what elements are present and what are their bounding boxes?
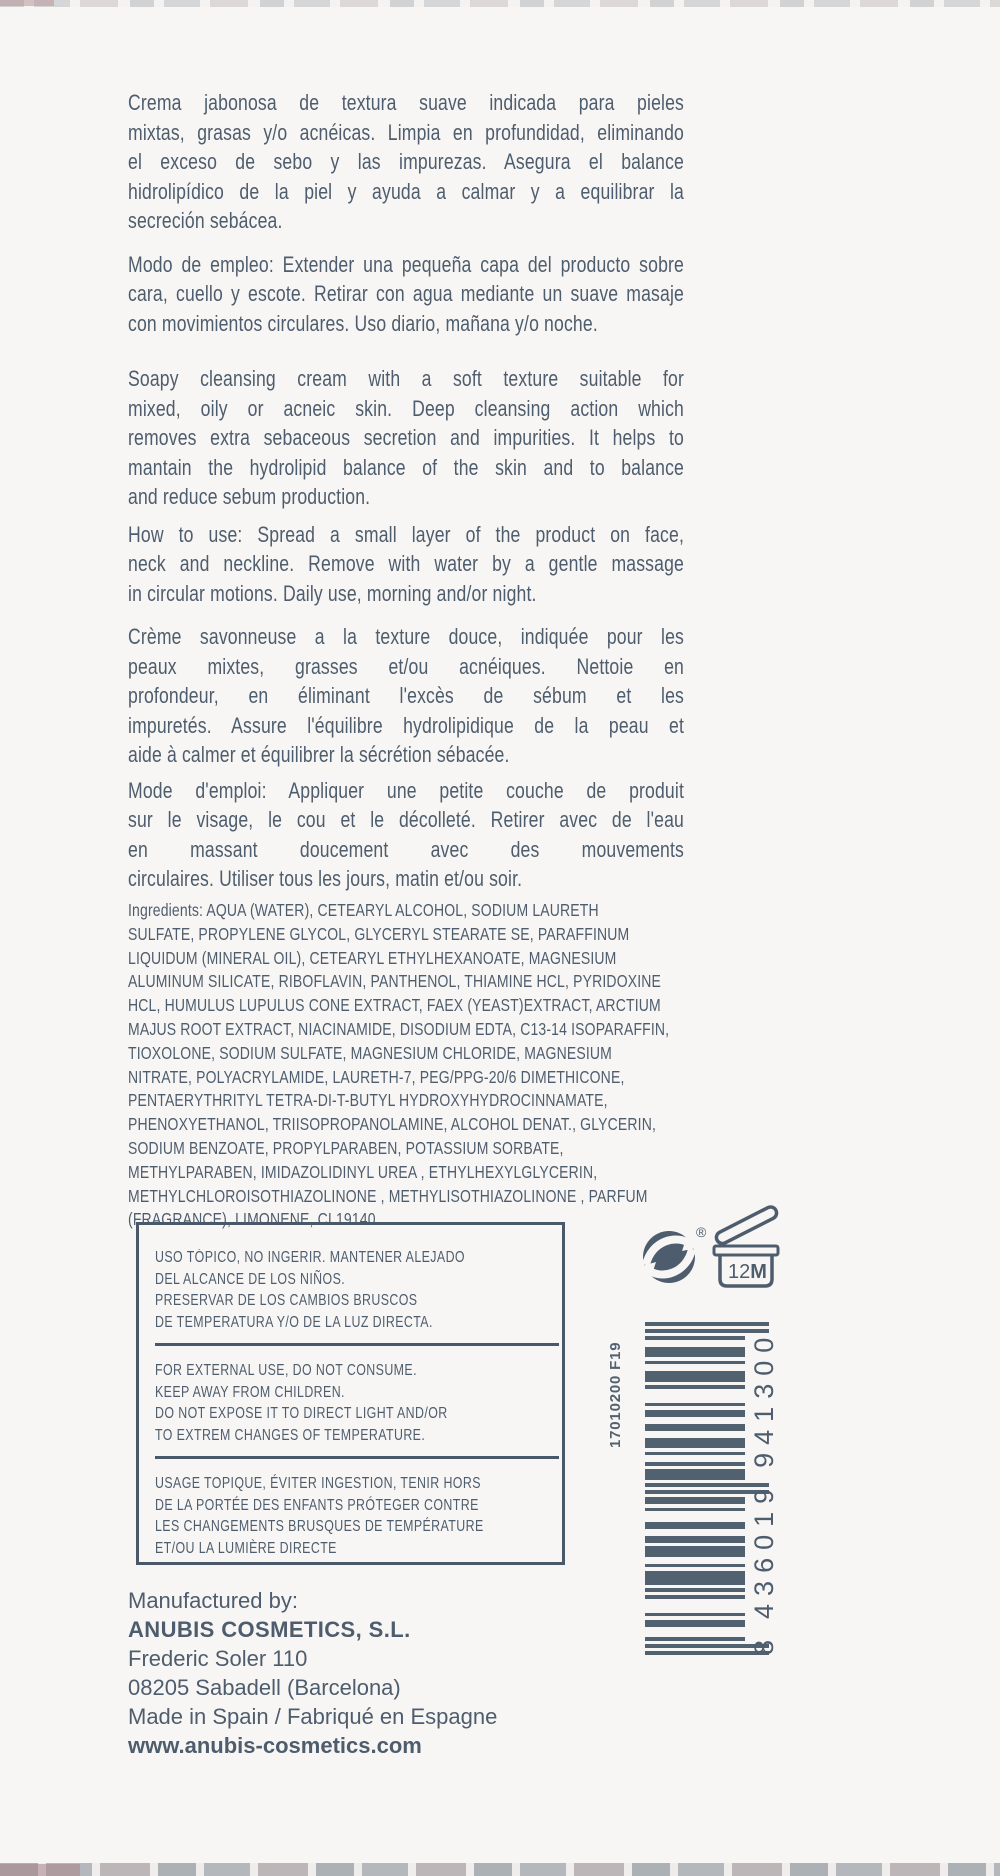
barcode-module	[645, 1631, 745, 1635]
text-line: Ingredients: AQUA (WATER), CETEARYL ALCOHOL, SODIUM LAURETH	[128, 900, 599, 920]
barcode-module	[645, 1505, 745, 1509]
text-line: hidrolipídico de la piel y ayuda a calmar y a equilibrar la	[128, 178, 684, 204]
barcode-module	[645, 1386, 745, 1390]
text-line: PHENOXYETHANOL, TRIISOPROPANOLAMINE, ALCOHOL DENAT., GLYCERIN,	[128, 1114, 657, 1135]
text-line: DO NOT EXPOSE IT TO DIRECT LIGHT AND/OR	[155, 1405, 448, 1422]
barcode-module	[645, 1344, 745, 1348]
barcode-module	[645, 1407, 745, 1411]
text-line: DE TEMPERATURA Y/O DE LA LUZ DIRECTA.	[155, 1313, 433, 1331]
text-line: SULFATE, PROPYLENE GLYCOL, GLYCERYL STEARATE SE, PARAFFINUM	[128, 923, 630, 944]
barcode-module	[645, 1501, 745, 1505]
text-line: Crème savonneuse a la texture douce, indiquée pour les	[128, 624, 684, 649]
website-url: www.anubis-cosmetics.com	[128, 1733, 422, 1758]
text-line: mantain the hydrolipid balance of the skin and to balance	[128, 454, 684, 480]
text-line: in circular motions. Daily use, morning and/or night.	[128, 580, 537, 606]
barcode-digit-group-2: 941300	[749, 1329, 779, 1468]
text-line: METHYLCHLOROISOTHIAZOLINONE , METHYLISOTHIAZOLINONE , PARFUM	[128, 1185, 648, 1206]
barcode-module	[645, 1389, 745, 1393]
barcode-module	[645, 1340, 745, 1344]
barcode-module	[645, 1585, 745, 1589]
barcode-module	[645, 1529, 745, 1533]
green-dot-recycling-icon	[638, 1224, 712, 1291]
sheet-edge-print-top-accent	[0, 0, 54, 6]
usage-instructions-es	[128, 250, 684, 339]
barcode-module	[645, 1592, 745, 1596]
barcode-module	[645, 1459, 745, 1463]
manufacturer-block	[128, 1586, 497, 1760]
text-line: Mode d'emploi: Appliquer une petite couche de produit	[128, 777, 684, 803]
barcode-module	[645, 1627, 745, 1631]
sheet-edge-print-bottom-accent	[0, 1864, 80, 1876]
warning-divider	[155, 1343, 559, 1346]
text-line: HCL, HUMULUS LUPULUS CONE EXTRACT, FAEX (YEAST)EXTRACT, ARCTIUM	[128, 995, 661, 1016]
barcode-digits	[749, 1322, 780, 1674]
usage-instructions-fr	[128, 776, 684, 894]
barcode-module	[645, 1438, 745, 1442]
barcode-module	[645, 1620, 745, 1624]
barcode-module	[645, 1596, 745, 1600]
pao-months-value: 12	[728, 1261, 751, 1283]
pao-12m-jar-icon	[708, 1198, 788, 1297]
barcode-module	[645, 1568, 745, 1572]
text-line: LES CHANGEMENTS BRUSQUES DE TEMPÉRATURE	[155, 1518, 484, 1535]
sheet-edge-print-top	[0, 0, 1000, 7]
barcode-digit-prefix: 8	[749, 1631, 779, 1655]
text-line: USO TÓPICO, NO INGERIR. MANTENER ALEJADO	[155, 1249, 465, 1266]
text-line: DE LA PORTÉE DES ENFANTS PRÓTEGER CONTRE	[155, 1496, 479, 1514]
barcode-module	[645, 1473, 745, 1477]
text-line: neck and neckline. Remove with water by a gentle massage	[128, 551, 684, 576]
barcode-module	[645, 1487, 745, 1491]
text-line: peaux mixtes, grasses et/ou acnéiques. Nettoie en	[128, 653, 684, 679]
text-line: PENTAERYTHRITYL TETRA-DI-T-BUTYL HYDROXYHYDROCINNAMATE,	[128, 1090, 608, 1111]
barcode-module	[645, 1610, 745, 1614]
barcode-module	[645, 1480, 745, 1484]
barcode-module	[645, 1515, 745, 1519]
product-description-es	[128, 88, 684, 236]
barcode-module	[645, 1638, 745, 1642]
text-line: (FRAGRANCE), LIMONENE, CI 19140.	[128, 1209, 380, 1230]
barcode-module	[645, 1372, 745, 1376]
product-description-fr	[128, 622, 684, 770]
barcode-module	[645, 1442, 745, 1446]
text-line: METHYLPARABEN, IMIDAZOLIDINYL UREA , ETHYLHEXYLGLYCERIN,	[128, 1161, 598, 1182]
barcode-module	[645, 1361, 745, 1365]
barcode-module	[645, 1582, 745, 1586]
text-line: KEEP AWAY FROM CHILDREN.	[155, 1383, 345, 1401]
barcode-module	[645, 1326, 745, 1330]
barcode-module	[645, 1599, 745, 1603]
barcode-module	[645, 1424, 745, 1428]
text-line: TO EXTREM CHANGES OF TEMPERATURE.	[155, 1426, 426, 1444]
text-line: removes extra sebaceous secretion and impurities. It helps to	[128, 425, 684, 450]
barcode-module	[645, 1323, 769, 1327]
product-description-en	[128, 364, 684, 512]
barcode-module	[645, 1333, 745, 1337]
city-address: 08205 Sabadell (Barcelona)	[128, 1675, 401, 1700]
text-line: mixed, oily or acneic skin. Deep cleansing action which	[128, 395, 684, 421]
text-line: PRESERVAR DE LOS CAMBIOS BRUSCOS	[155, 1292, 418, 1309]
barcode-module	[645, 1456, 745, 1460]
text-line: el exceso de sebo y las impurezas. Asegura el balance	[128, 149, 684, 174]
barcode-module	[645, 1400, 745, 1404]
barcode-module	[645, 1347, 745, 1351]
barcode-module	[645, 1519, 745, 1523]
barcode-module	[645, 1624, 745, 1628]
barcode-module	[645, 1571, 745, 1575]
street-address: Frederic Soler 110	[128, 1646, 308, 1671]
barcode-module	[645, 1470, 745, 1474]
barcode-module	[645, 1641, 745, 1645]
barcode-module	[645, 1526, 745, 1530]
text-line: USAGE TOPIQUE, ÉVITER INGESTION, TENIR HORS	[155, 1475, 481, 1492]
barcode-module	[645, 1428, 745, 1432]
barcode-module	[645, 1578, 745, 1582]
barcode-module	[645, 1463, 745, 1467]
barcode-module	[645, 1403, 745, 1407]
barcode-module	[645, 1575, 745, 1579]
barcode-module	[645, 1421, 745, 1425]
barcode-module	[645, 1396, 745, 1400]
barcode-module	[645, 1522, 745, 1526]
barcode-module	[645, 1466, 745, 1470]
barcode-module	[645, 1351, 745, 1355]
barcode-module	[645, 1445, 745, 1449]
text-line: How to use: Spread a small layer of the product on face,	[128, 521, 684, 547]
barcode-module	[645, 1477, 745, 1481]
barcode-module	[645, 1617, 745, 1621]
text-line: en massant doucement avec des mouvements	[128, 836, 684, 862]
warning-en	[155, 1360, 563, 1446]
barcode-module	[645, 1648, 745, 1652]
text-line: profondeur, en éliminant l'excès de sébum et les	[128, 683, 684, 708]
text-line: mixtas, grasas y/o acnéicas. Limpia en profundidad, eliminando	[128, 119, 684, 145]
text-line: DEL ALCANCE DE LOS NIÑOS.	[155, 1270, 346, 1288]
text-line: FOR EXTERNAL USE, DO NOT CONSUME.	[155, 1362, 417, 1379]
text-line: TIOXOLONE, SODIUM SULFATE, MAGNESIUM CHLORIDE, MAGNESIUM	[128, 1042, 612, 1063]
barcode-module	[645, 1557, 745, 1561]
text-line: Crema jabonosa de textura suave indicada para pieles	[128, 90, 684, 115]
barcode-module	[645, 1449, 745, 1453]
text-line: aide à calmer et équilibrer la sécrétion sébacée.	[128, 742, 510, 767]
barcode-module	[645, 1536, 745, 1540]
pao-months-unit: M	[750, 1261, 767, 1283]
pao-jar-svg	[708, 1198, 788, 1292]
barcode-rotated-content	[645, 1322, 795, 1674]
warnings-box	[136, 1222, 565, 1565]
barcode-module	[645, 1634, 745, 1638]
barcode-module	[645, 1410, 745, 1414]
text-line: secreción sebácea.	[128, 208, 283, 233]
barcode-digit-group-1: 436019	[749, 1480, 779, 1619]
barcode-module	[645, 1382, 745, 1386]
barcode-module	[645, 1379, 745, 1383]
barcode-module	[645, 1540, 745, 1544]
barcode-module	[645, 1435, 745, 1439]
text-line: ALUMINUM SILICATE, RIBOFLAVIN, PANTHENOL, THIAMINE HCL, PYRIDOXINE	[128, 971, 662, 992]
barcode-module	[645, 1431, 745, 1435]
text-line: MAJUS ROOT EXTRACT, NIACINAMIDE, DISODIUM EDTA, C13-14 ISOPARAFFIN,	[128, 1018, 670, 1039]
ingredients-list	[128, 899, 684, 1232]
text-line: circulaires. Utiliser tous les jours, matin et/ou soir.	[128, 866, 523, 891]
text-line: sur le visage, le cou et le décolleté. Retirer avec de l'eau	[128, 807, 684, 832]
barcode-module	[645, 1417, 745, 1421]
barcode-module	[645, 1543, 745, 1547]
barcode-module	[645, 1547, 745, 1551]
label-text-column	[128, 88, 684, 894]
barcode-module	[645, 1354, 745, 1358]
warning-fr	[155, 1473, 563, 1559]
company-name: ANUBIS COSMETICS, S.L.	[128, 1617, 411, 1642]
green-dot-svg	[638, 1224, 712, 1286]
svg-text:12M	[728, 1261, 767, 1283]
text-line: SODIUM BENZOATE, PROPYLPARABEN, POTASSIUM SORBATE,	[128, 1137, 564, 1158]
barcode-module	[645, 1603, 745, 1607]
barcode-module	[645, 1365, 745, 1369]
text-line: Soapy cleansing cream with a soft texture suitable for	[128, 366, 684, 391]
usage-instructions-en	[128, 520, 684, 609]
warning-divider	[155, 1456, 559, 1459]
batch-code: 17010200 F19	[607, 1341, 624, 1448]
barcode-module	[645, 1589, 745, 1593]
manufactured-by-heading: Manufactured by:	[128, 1588, 298, 1613]
text-line: impuretés. Assure l'équilibre hydrolipidique de la peau et	[128, 712, 684, 738]
barcode-module	[645, 1375, 745, 1379]
barcode-module	[645, 1393, 745, 1397]
barcode-module	[645, 1512, 745, 1516]
text-line: LIQUIDUM (MINERAL OIL), CETEARYL ETHYLHEXANOATE, MAGNESIUM	[128, 947, 617, 968]
barcode-module	[645, 1613, 745, 1617]
text-line: Modo de empleo: Extender una pequeña capa del producto sobre	[128, 251, 684, 277]
warnings-box-content	[155, 1247, 563, 1559]
barcode-module	[645, 1498, 745, 1502]
ean13-barcode	[645, 1322, 795, 1674]
barcode-module	[645, 1368, 745, 1372]
barcode-module	[645, 1550, 745, 1554]
barcode-module	[645, 1494, 745, 1498]
sheet-edge-print-bottom	[0, 1863, 1000, 1876]
barcode-module	[645, 1452, 745, 1456]
registered-trademark-mark: ®	[696, 1224, 707, 1240]
barcode-module	[645, 1337, 745, 1341]
text-line: cara, cuello y escote. Retirar con agua mediante un suave masaje	[128, 281, 684, 306]
barcode-module	[645, 1564, 745, 1568]
text-line: and reduce sebum production.	[128, 484, 371, 509]
barcode-module	[645, 1606, 745, 1610]
barcode-module	[645, 1358, 745, 1362]
text-line: ET/OU LA LUMIÈRE DIRECTE	[155, 1539, 337, 1557]
barcode-module	[645, 1561, 745, 1565]
barcode-module	[645, 1533, 745, 1537]
barcode-module	[645, 1554, 745, 1558]
barcode-module	[645, 1414, 745, 1418]
warning-es	[155, 1247, 563, 1333]
country-of-origin: Made in Spain / Fabriqué en Espagne	[128, 1704, 498, 1729]
text-line: con movimientos circulares. Uso diario, mañana y/o noche.	[128, 310, 598, 336]
barcode-module	[645, 1508, 745, 1512]
text-line: NITRATE, POLYACRYLAMIDE, LAURETH-7, PEG/PPG-20/6 DIMETHICONE,	[128, 1066, 625, 1087]
